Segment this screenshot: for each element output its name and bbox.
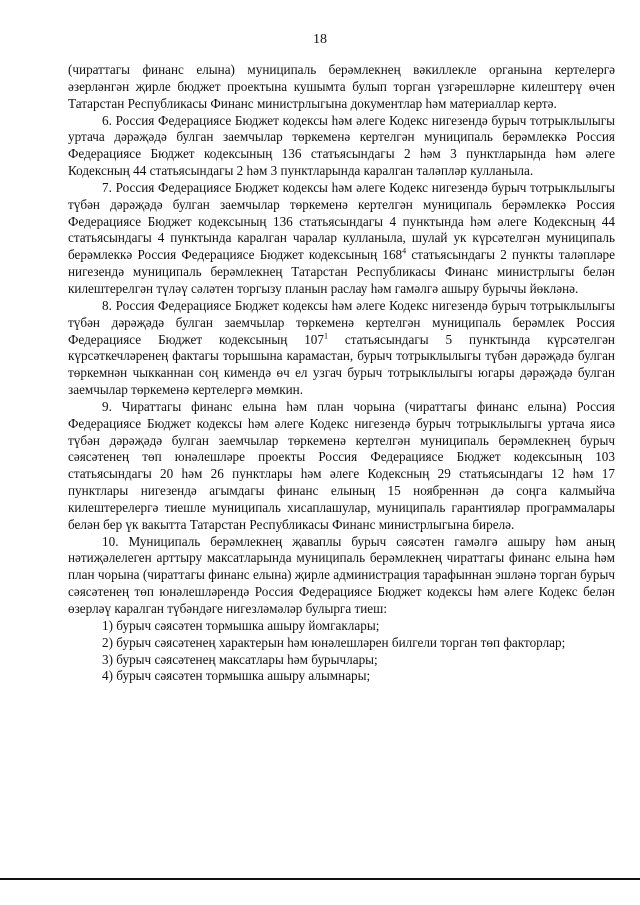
paragraph-p8 <box>68 652 615 669</box>
paragraph-p1 <box>68 113 615 180</box>
paragraph-p5 <box>68 534 615 618</box>
paragraph-text: 6. Россия Федерациясе Бюджет кодексы һәм әлеге Кодекс нигезендә бурыч тотрыклылыгы уртача дәрәҗәдә булган заемчылар төркеменә кертелгән муниципаль берәмлеккә Россия Федерациясе Бюджет кодексының 136 статьясындагы 2 һәм 3 пунктларында һәм әлеге Кодексның 44 статьясындагы 2 һәм 3 пунктларында каралган таләпләр кулланыла. <box>68 112 615 179</box>
paragraph-p4 <box>68 399 615 534</box>
paragraph-text: 4) бурыч сәясәтен тормышка ашыру алымнары; <box>102 668 371 684</box>
bottom-rule <box>0 878 640 880</box>
superscript: 4 <box>402 246 407 256</box>
paragraph-text: (чираттагы финанс елына) муниципаль берәмлекнең вәкиллекле органына кертелергә әзерләнгән җирле бюджет проектына кушымта булып торган үзгәрешләрне килештерү өчен Татарстан Республикасы Финанс министрлыгына документлар һәм материаллар кертә. <box>68 62 615 111</box>
paragraph-text: 8. Россия Федерациясе Бюджет кодексы һәм әлеге Кодекс нигезендә бурыч тотрыклылыгы түбән дәрәҗәдә булган заемчылар төркеменә кертелгән муниципаль берәмлек Россия Федерациясе Бюджет кодексының 107 <box>68 297 615 347</box>
paragraph-text: 9. Чираттагы финанс елына һәм план чорына (чираттагы финанс елына) Россия Федерациясе Бюджет кодексы һәм әлеге Кодекс нигезендә бурыч тотрыклылыгы уртача яисә түбән дәрәҗәдә булган заемчылар төркеменә кертелгән муниципаль берәмлекнең бурыч сәясәтенең төп юнәлешләре проекты Россия Федерациясе Бюджет кодексының 103 статьясындагы 20 һәм 26 пунктлары һәм әлеге Кодексның 29 статьясындагы 12 һәм 17 пунктлары нигезендә агымдагы финанс елының 15 ноябреннән дә соңга калмыйча килештерелергә тиешле муниципаль хисаплашулар, муниципаль гарантияләр программалары белән бер үк вакытта Татарстан Республикасы Финанс министрлыгына бирелә. <box>68 398 615 532</box>
page-number: 18 <box>313 32 327 47</box>
paragraph-p2 <box>68 180 615 298</box>
superscript: 1 <box>323 331 328 341</box>
paragraph-p7 <box>68 635 615 652</box>
paragraph-p0 <box>68 62 615 113</box>
paragraph-text: статьясындагы 5 пунктында күрсәтелгән күрсәткечләренең фактагы торышына карамастан, бурыч тотрыклылыгы түбән дәрәҗәдә булган төркемнән чыкканнан соң кимендә өч ел узгач бурыч тотрыклылыгы югары дәрәҗәдә булган заемчылар төркеменә кертелергә мөмкин. <box>68 331 615 398</box>
paragraph-p6 <box>68 618 615 635</box>
paragraph-p3 <box>68 298 615 399</box>
paragraph-text: 3) бурыч сәясәтенең максатлары һәм бурычлары; <box>102 651 378 667</box>
paragraph-p9 <box>68 668 615 685</box>
paragraph-text: 7. Россия Федерациясе Бюджет кодексы һәм әлеге Кодекс нигезендә бурыч тотрыклылыгы түбән дәрәҗәдә булган заемчылар төркеменә кертелгән муниципаль берәмлеккә Россия Федерациясе Бюджет кодексының 136 статьясындагы 4 пунктында һәм әлеге Кодексның 44 статьясындагы 4 пунктында каралган чаралар кулланыла, шулай ук күрсәтелгән муниципаль берәмлеккә Россия Федерациясе Бюджет кодексының 168 <box>68 179 615 263</box>
paragraph-text: 2) бурыч сәясәтенең характерын һәм юнәлешләрен билгели торган төп факторлар; <box>102 634 566 650</box>
paragraph-text: 10. Муниципаль берәмлекнең җаваплы бурыч сәясәтен гамәлгә ашыру һәм аның нәтиҗәлелеген арттыру максатларында муниципаль берәмлекнең чираттагы финанс елына һәм план чорына (чираттагы финанс елына) җирле администрация тарафыннан эшләнә торган бурыч сәясәтенең төп юнәлешләрендә Россия Федерациясе Бюджет кодексы һәм әлеге Кодекс белән өзерләү каралган түбәндәге нигезләмәләр булырга тиеш: <box>68 533 615 616</box>
paragraph-text: 1) бурыч сәясәтен тормышка ашыру йомгаклары; <box>102 617 380 633</box>
paragraph-text: статьясындагы 2 пункты таләпләре нигезендә муниципаль берәмлекнең Татарстан Республикасы Финанс министрлыгы белән килештерелгән түләү сәләтен торгызу планын раслау һәм гамәлгә ашыру бурычы йөкләнә. <box>68 247 615 296</box>
document-body <box>68 62 615 685</box>
